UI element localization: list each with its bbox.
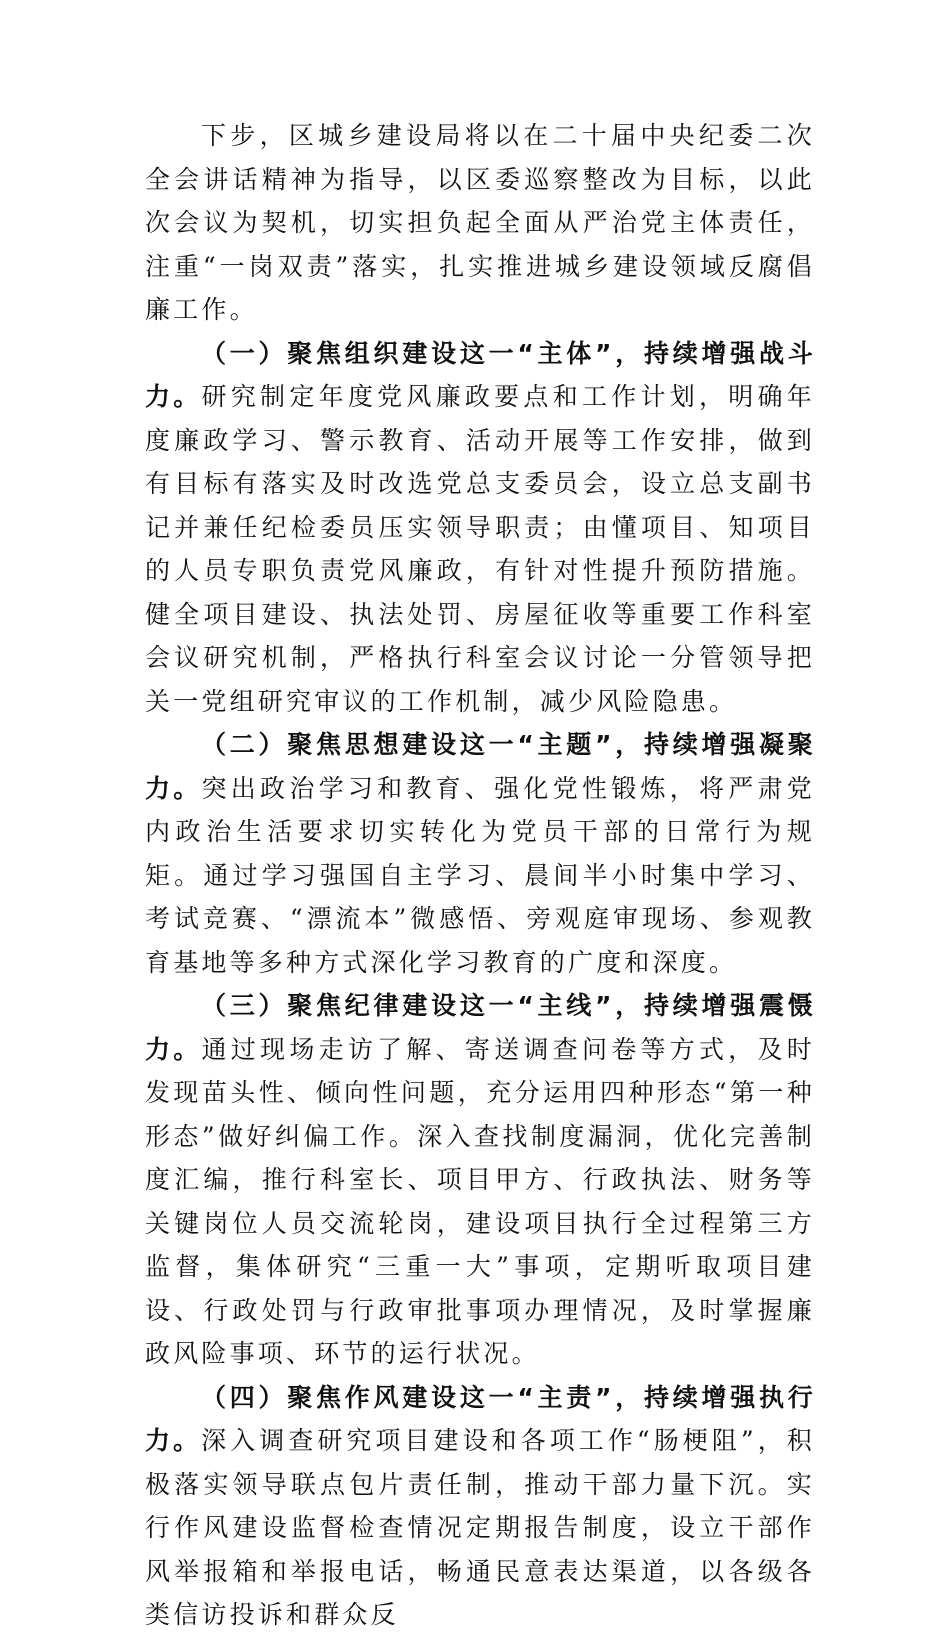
intro-paragraph: 下步，区城乡建设局将以在二十届中央纪委二次全会讲话精神为指导，以区委巡察整改为目标，以此次会议为契机，切实担负起全面从严治党主体责任，注重“一岗双责”落实，扎实推进城乡建设领域反腐倡廉工作。 [145, 121, 815, 324]
section-3-text: 通过现场走访了解、寄送调查问卷等方式，及时发现苗头性、倾向性问题，充分运用四种形态“第一种形态”做好纠偏工作。深入查找制度漏洞，优化完善制度汇编，推行科室长、项目甲方、行政执法、财务等关键岗位人员交流轮岗，建设项目执行全过程第三方监督，集体研究“三重一大”事项，定期听取项目建设、行政处罚与行政审批事项办理情况，及时掌握廉政风险事项、环节的运行状况。 [145, 1034, 815, 1368]
section-2-text: 突出政治学习和教育、强化党性锻炼，将严肃党内政治生活要求切实转化为党员干部的日常行为规矩。通过学习强国自主学习、晨间半小时集中学习、考试竞赛、“漂流本”微感悟、旁观庭审现场、参观教育基地等多种方式深化学习教育的广度和深度。 [145, 773, 815, 977]
section-2-paragraph [145, 723, 815, 984]
document-body [145, 114, 815, 1637]
section-4-paragraph [145, 1376, 815, 1637]
section-2-heading: （二）聚焦思想建设这一“主题”，持续增强凝聚力。 [145, 730, 815, 803]
section-1-paragraph [145, 332, 815, 724]
section-1-heading: （一）聚焦组织建设这一“主体”，持续增强战斗力。 [145, 338, 815, 411]
section-3-paragraph [145, 984, 815, 1376]
section-3-heading: （三）聚焦纪律建设这一“主线”，持续增强震慑力。 [145, 991, 815, 1064]
section-4-text: 深入调查研究项目建设和各项工作“肠梗阻”，积极落实领导联点包片责任制，推动干部力量下沉。实行作风建设监督检查情况定期报告制度，设立干部作风举报箱和举报电话，畅通民意表达渠道，以各级各类信访投诉和群众反 [145, 1426, 815, 1629]
section-1-text: 研究制定年度党风廉政要点和工作计划，明确年度廉政学习、警示教育、活动开展等工作安排，做到有目标有落实及时改选党总支委员会，设立总支副书记并兼任纪检委员压实领导职责；由懂项目、知项目的人员专职负责党风廉政，有针对性提升预防措施。健全项目建设、执法处罚、房屋征收等重要工作科室会议研究机制，严格执行科室会议讨论一分管领导把关一党组研究审议的工作机制，减少风险隐患。 [145, 382, 815, 716]
section-4-heading: （四）聚焦作风建设这一“主责”，持续增强执行力。 [145, 1382, 815, 1455]
